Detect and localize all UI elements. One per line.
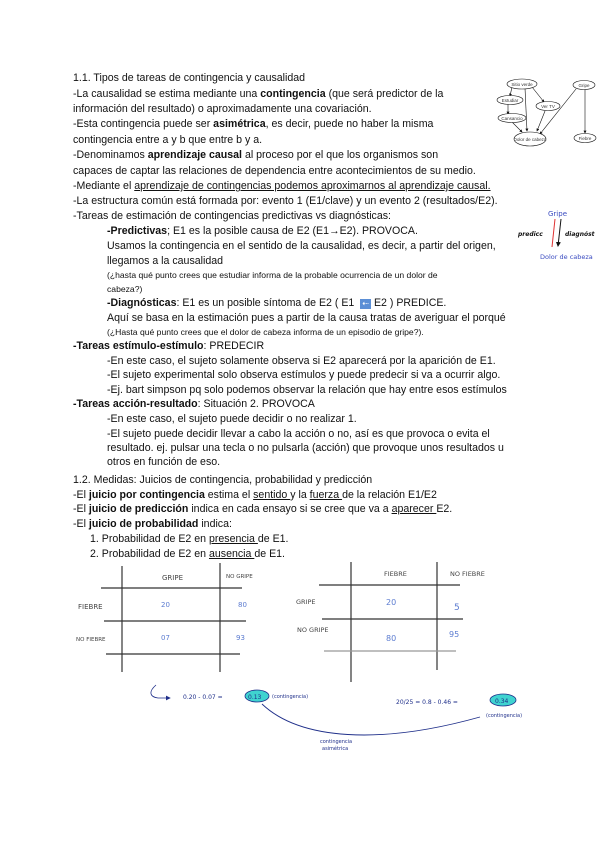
text-segment: ; E1 es la posible causa de E2 (E1→E2). PROVOCA. <box>167 225 418 237</box>
bold-term: -Tareas estímulo-estímulo <box>73 340 204 352</box>
bold-term: -Predictivas <box>107 225 168 237</box>
text-segment: -En este caso, el sujeto solamente observa si E2 aparecerá por la aparición de E1. <box>107 355 496 367</box>
bold-term: asimétrica <box>213 118 266 130</box>
text-segment: (¿Hasta qué punto crees que el dolor de cabeza informa de un episodio de gripe?). <box>107 327 424 337</box>
text-segment: E2 ) PREDICE. <box>373 297 447 309</box>
text-segment: resultado. ej. pulsar una tecla o no pulsarla (acción) que provoque unos resultados u <box>107 442 504 454</box>
node-label: Ver TV <box>541 104 555 109</box>
table-right <box>319 562 463 682</box>
text-segment: -El sujeto experimental solo observa estímulos y puede predecir si va a ocurrir algo. <box>107 369 501 381</box>
node-label: Fiebre <box>578 136 592 141</box>
text-segment: capaces de captar las relaciones de dependencia entre acontecimientos de su medio. <box>73 165 476 177</box>
sketch-gripe: Gripe <box>548 210 567 218</box>
causal-diagram <box>497 79 596 146</box>
text-segment: -Ej. bart simpson pq solo podemos observar la relación que hay entre esos estímulos <box>107 384 507 396</box>
text-segment: -El <box>73 518 89 530</box>
text-segment: E2. <box>436 503 453 515</box>
underlined-text: ausencia <box>208 548 255 560</box>
text-segment: : Situación 2. PROVOCA <box>197 398 315 410</box>
table-cell: 20 <box>161 601 170 609</box>
text-segment: información del resultado) o aproximadamente una covariación. <box>73 103 372 115</box>
bold-term: juicio por contingencia <box>88 489 205 501</box>
text-segment: Usamos la contingencia en el sentido de la causalidad, es decir, a partir del origen, <box>107 240 496 252</box>
arrow-left-icon: ⇠ <box>362 299 369 308</box>
formula-left: 0.20 - 0.07 = <box>183 694 223 701</box>
text-segment: -El <box>73 489 89 501</box>
text-segment: , es decir, puede no haber la misma <box>265 118 434 130</box>
formula-left-note: (contingencia) <box>272 694 309 700</box>
bold-term: -Tareas acción-resultado <box>73 398 198 410</box>
node-label: Sitio verde <box>511 82 533 87</box>
table-left-row-no-fiebre: NO FIEBRE <box>76 637 106 643</box>
bold-term: aprendizaje causal <box>147 149 242 161</box>
text-segment: -Denominamos <box>73 149 148 161</box>
text-segment: -Tareas de estimación de contingencias predictivas vs diagnósticas: <box>73 210 391 222</box>
text-segment: : E1 es un posible síntoma de E2 ( E1 <box>176 297 358 309</box>
table-left-col-no-gripe: NO GRIPE <box>226 574 253 580</box>
text-segment: indica: <box>198 518 232 530</box>
text-segment: llegamos a la causalidad <box>107 255 224 267</box>
table-left-col-gripe: GRIPE <box>162 574 183 582</box>
text-segment: -Esta contingencia puede ser <box>73 118 214 130</box>
formula-right-result: 0.34 <box>495 698 509 705</box>
text-segment: 1.1. Tipos de tareas de contingencia y causalidad <box>73 72 306 84</box>
node-label: Cansancio <box>501 116 523 121</box>
text-segment: 2. Probabilidad de E2 en <box>90 548 209 560</box>
text-segment: (¿hasta qué punto crees que estudiar informa de la probable ocurrencia de un dolor de <box>107 270 438 280</box>
node-fiebre <box>574 134 596 143</box>
node-label: Estudiar <box>501 98 519 103</box>
text-segment: -El <box>73 503 89 515</box>
text-segment: y la <box>290 489 310 501</box>
underlined-text: aprendizaje de contingencias podemos aproximarnos al aprendizaje causal. <box>134 180 491 192</box>
formula-left-result: 0.13 <box>248 694 262 701</box>
underlined-text: sentido <box>253 489 291 501</box>
table-cell: 20 <box>386 598 397 607</box>
asym-note-line2: asimétrica <box>322 746 349 752</box>
table-cell: 93 <box>236 634 245 642</box>
node-gripe <box>573 81 595 90</box>
table-right-row-gripe: GRIPE <box>296 598 316 606</box>
table-left-row-fiebre: FIEBRE <box>78 603 103 611</box>
node-estudiar <box>497 96 523 105</box>
node-sitio-verde <box>507 79 537 89</box>
text-segment: de E1. <box>254 548 285 560</box>
text-segment: -La causalidad se estima mediante una <box>73 88 261 100</box>
text-segment: contingencia entre a y b que entre b y a. <box>73 134 263 146</box>
node-cansancio <box>498 114 526 123</box>
table-right-col-fiebre: FIEBRE <box>384 570 407 578</box>
text-segment: de E1. <box>257 533 289 545</box>
bold-term: -Diagnósticas <box>107 297 177 309</box>
direction-sketch <box>517 210 596 261</box>
text-segment: al proceso por el que los organismos son <box>242 149 439 161</box>
table-cell: 80 <box>386 634 397 643</box>
bold-term: juicio de probabilidad <box>88 518 199 530</box>
bold-term: contingencia <box>260 88 326 100</box>
curved-arrow-icon <box>151 685 170 698</box>
node-label: Gripe <box>578 83 590 88</box>
table-cell: 80 <box>238 601 247 609</box>
text-segment: estima el <box>204 489 254 501</box>
text-segment: -En este caso, el sujeto puede decidir o no realizar 1. <box>107 413 357 425</box>
table-cell: 5 <box>454 603 460 613</box>
formula-right: 20/25 = 0.8 - 0.46 = <box>396 699 458 706</box>
formula-right-note: (contingencia) <box>486 713 523 719</box>
text-segment: -Mediante el <box>73 180 135 192</box>
table-cell: 95 <box>449 630 460 639</box>
node-label: Dolor de cabeza <box>513 137 547 142</box>
table-right-row-no-gripe: NO GRIPE <box>297 626 329 634</box>
sketch-predictivas: predicc <box>518 231 543 238</box>
text-segment: otros en función de eso. <box>107 456 221 468</box>
text-segment: cabeza?) <box>107 284 143 294</box>
underlined-text: presencia <box>208 533 258 545</box>
text-segment: (que será predictor de la <box>325 88 444 100</box>
underlined-text: aparecer <box>391 503 437 515</box>
table-cell: 07 <box>161 634 170 642</box>
text-segment: : PREDECIR <box>203 340 265 352</box>
node-ver-tv <box>536 102 560 111</box>
sketch-dolor: Dolor de cabeza <box>540 253 593 261</box>
asymmetry-curve <box>262 704 480 735</box>
text-segment: 1. Probabilidad de E2 en <box>90 533 209 545</box>
table-right-col-no-fiebre: NO FIEBRE <box>450 570 485 578</box>
text-segment: de la relación E1/E2 <box>342 489 437 501</box>
sketch-diagnosticas: diagnóst <box>565 231 595 238</box>
text-segment: indica en cada ensayo si se cree que va a <box>188 503 392 515</box>
bold-term: juicio de predicción <box>88 503 189 515</box>
node-dolor-de-cabeza <box>514 132 547 146</box>
text-segment: Aquí se basa en la estimación pues a partir de la causa tratas de averiguar el porqué <box>107 312 506 324</box>
underlined-text: fuerza <box>309 489 343 501</box>
text-segment: -La estructura común está formada por: evento 1 (E1/clave) y un evento 2 (resultados/E2). <box>73 195 498 207</box>
asym-note-line1: contingencia <box>320 739 353 745</box>
text-segment: 1.2. Medidas: Juicios de contingencia, probabilidad y predicción <box>73 474 373 486</box>
text-segment: -El sujeto puede decidir llevar a cabo la acción o no, así es que provoca o evita el <box>107 428 490 440</box>
